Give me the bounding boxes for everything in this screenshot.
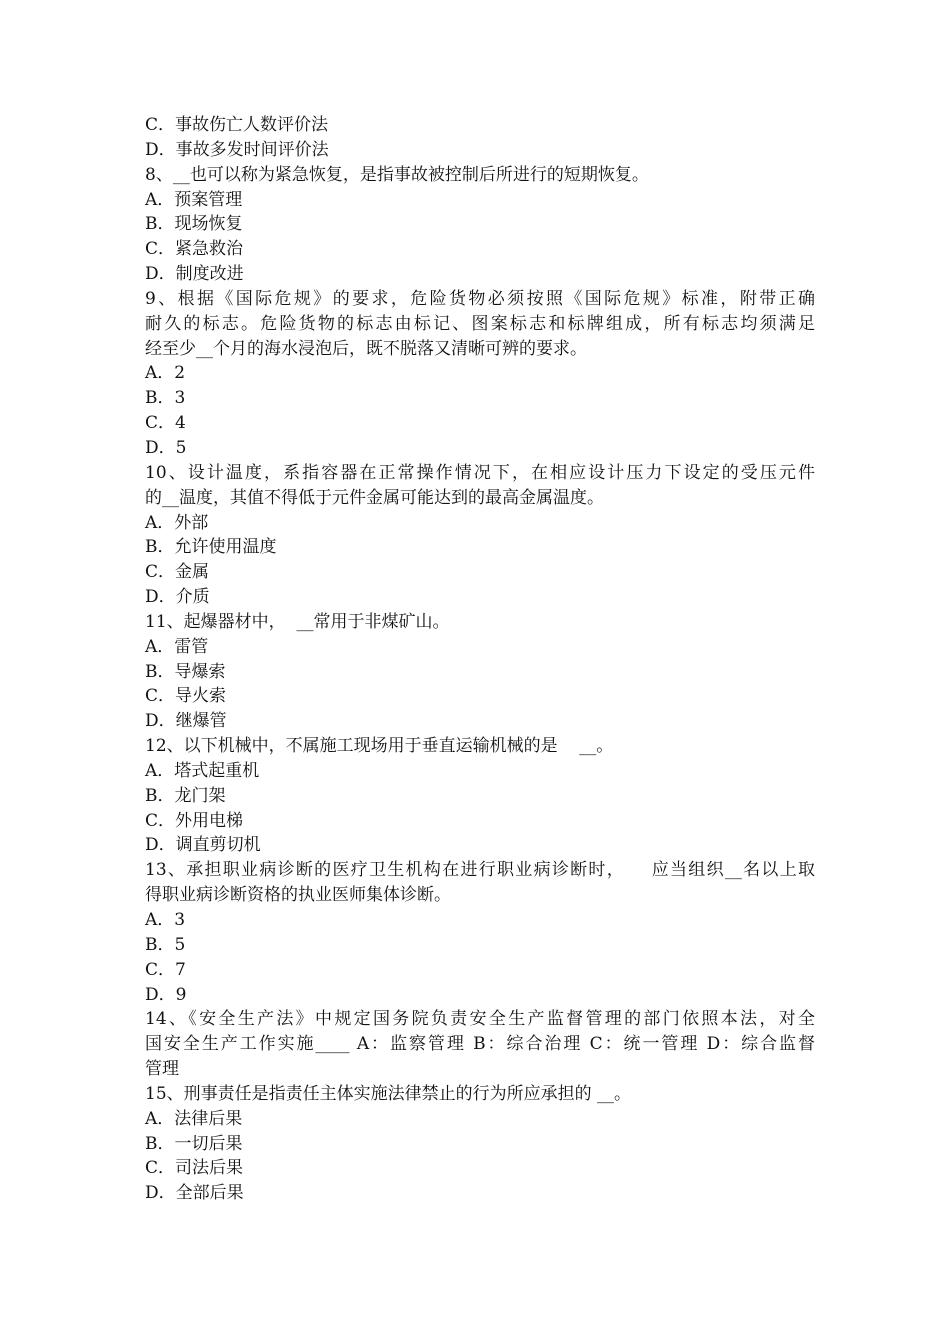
question-12: 12、以下机械中，不属施工现场用于垂直运输机械的是 __。	[145, 736, 614, 757]
option-line: A．雷管	[145, 636, 209, 657]
question-10: 10、设计温度，系指容器在正常操作情况下，在相应设计压力下设定的受压元件	[145, 462, 815, 483]
question-15: 15、刑事责任是指责任主体实施法律禁止的行为所应承担的 __。	[145, 1083, 632, 1104]
option-line: A．法律后果	[145, 1108, 243, 1129]
question-13: 13、承担职业病诊断的医疗卫生机构在进行职业病诊断时， 应当组织__名以上取	[145, 860, 815, 881]
option-line: A．3	[145, 910, 186, 930]
option-line: D．继爆管	[145, 711, 227, 732]
option-line: B．3	[145, 388, 186, 409]
option-line: B．龙门架	[145, 785, 226, 806]
option-line: D．调直剪切机	[145, 835, 261, 856]
question-9: 9、根据《国际危规》的要求，危险货物必须按照《国际危规》标准，附带正确	[145, 288, 815, 309]
option-line: C．紧急救治	[145, 239, 244, 260]
question-14: 14、《安全生产法》中规定国务院负责安全生产监督管理的部门依照本法，对全	[145, 1009, 815, 1030]
option-line: B．一切后果	[145, 1133, 243, 1154]
question-9-continued: 耐久的标志。危险货物的标志由标记、图案标志和标牌组成，所有标志均须满足	[145, 313, 815, 334]
option-line: A．塔式起重机	[145, 760, 260, 781]
option-line: C．外用电梯	[145, 810, 244, 831]
option-line: D．事故多发时间评价法	[145, 139, 329, 160]
question-9-continued: 经至少__个月的海水浸泡后，既不脱落又清晰可辨的要求。	[145, 338, 587, 359]
option-line: C．司法后果	[145, 1158, 244, 1179]
question-8: 8、__也可以称为紧急恢复，是指事故被控制后所进行的短期恢复。	[145, 164, 649, 185]
option-line: C．金属	[145, 562, 210, 583]
question-14-continued: 管理	[145, 1059, 179, 1080]
option-line: C．7	[145, 959, 186, 980]
option-line: B．现场恢复	[145, 214, 243, 235]
question-14-continued: 国安全生产工作实施____ A：监察管理 B：综合治理 C：统一管理 D：综合监督	[145, 1034, 815, 1055]
question-10-continued: 的__温度，其值不得低于元件金属可能达到的最高金属温度。	[145, 487, 604, 508]
document-body	[145, 113, 815, 1206]
option-line: A．外部	[145, 512, 209, 533]
option-line: D．5	[145, 437, 187, 458]
option-line: B．导爆索	[145, 661, 226, 682]
option-line: D．全部后果	[145, 1183, 244, 1204]
option-line: B．允许使用温度	[145, 537, 277, 558]
question-11: 11、起爆器材中， __常用于非煤矿山。	[145, 611, 450, 632]
option-line: D．9	[145, 984, 187, 1005]
option-line: D．介质	[145, 587, 210, 608]
option-line: D．制度改进	[145, 264, 244, 285]
option-line: A．预案管理	[145, 189, 243, 210]
option-line: C．4	[145, 413, 186, 434]
option-line: C．事故伤亡人数评价法	[145, 115, 329, 135]
option-line: B．5	[145, 934, 186, 955]
option-line: C．导火索	[145, 686, 227, 707]
question-13-continued: 得职业病诊断资格的执业医师集体诊断。	[145, 885, 451, 906]
option-line: A．2	[145, 363, 186, 384]
